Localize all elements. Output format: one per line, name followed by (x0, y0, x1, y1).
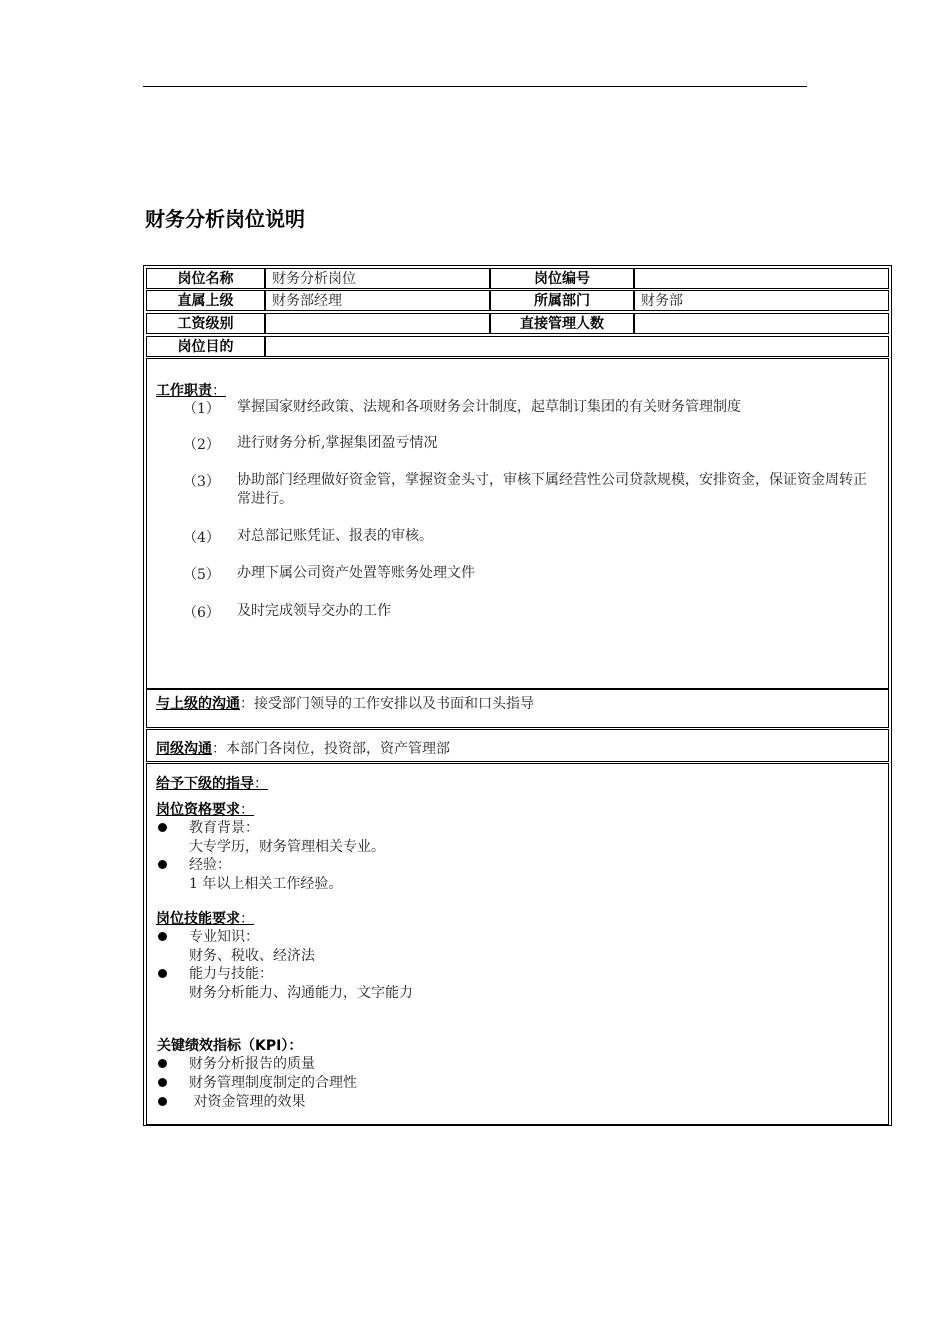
skills-item-detail: 财务、税收、经济法 (189, 948, 315, 964)
duty-number: （1） (183, 401, 220, 417)
position-name-label: 岗位名称 (146, 268, 265, 289)
peer-text: ：本部门各岗位，投资部，资产管理部 (212, 741, 450, 757)
skills-item-label: 专业知识： (189, 929, 259, 945)
salary-value (265, 313, 490, 334)
kpi-item: 对资金管理的效果 (189, 1094, 306, 1110)
subordinates-value (634, 313, 889, 334)
guidance-title: 给予下级的指导 (156, 776, 254, 792)
upward-title: 与上级的沟通 (156, 696, 240, 712)
qualification-colon: ： (240, 802, 254, 818)
duty-number: （4） (183, 530, 220, 546)
job-description-table (143, 265, 892, 1126)
bullet-icon (158, 1097, 167, 1106)
skills-item-detail: 财务分析能力、沟通能力，文字能力 (189, 985, 413, 1001)
upward-communication-section (146, 689, 889, 728)
position-name-value: 财务分析岗位 (265, 268, 490, 289)
guidance-section (146, 763, 889, 1125)
superior-label: 直属上级 (146, 290, 265, 311)
bullet-icon (158, 932, 167, 941)
kpi-item: 财务分析报告的质量 (189, 1056, 315, 1072)
qualification-title: 岗位资格要求 (156, 802, 240, 818)
duty-text: 进行财务分析,掌握集团盈亏情况 (237, 435, 438, 451)
department-value: 财务部 (634, 290, 889, 311)
purpose-label: 岗位目的 (146, 336, 265, 357)
qualification-item-detail: 1 年以上相关工作经验。 (189, 876, 343, 892)
superior-value: 财务部经理 (265, 290, 490, 311)
duty-text: 及时完成领导交办的工作 (237, 603, 391, 619)
skills-title: 岗位技能要求 (156, 911, 240, 927)
kpi-item: 财务管理制度制定的合理性 (189, 1075, 357, 1091)
duty-text: 对总部记账凭证、报表的审核。 (237, 528, 433, 544)
document-title: 财务分析岗位说明 (145, 207, 305, 231)
bullet-icon (158, 823, 167, 832)
kpi-title: 关键绩效指标（KPI）： (157, 1038, 303, 1054)
purpose-value (265, 336, 889, 357)
guidance-colon: ： (254, 776, 268, 792)
upward-text: ：接受部门领导的工作安排以及书面和口头指导 (240, 696, 534, 712)
duty-text: 掌握国家财经政策、法规和各项财务会计制度，起草制订集团的有关财务管理制度 (237, 399, 741, 415)
salary-label: 工资级别 (146, 313, 265, 334)
bullet-icon (158, 1078, 167, 1087)
position-no-label: 岗位编号 (490, 268, 634, 289)
duty-text: 办理下属公司资产处置等账务处理文件 (237, 565, 475, 581)
duty-text: 协助部门经理做好资金管，掌握资金头寸，审核下属经营性公司贷款规模，安排资金，保证资金周转正常进行。 (237, 472, 867, 507)
duties-colon: ： (212, 383, 226, 399)
duties-title: 工作职责 (156, 383, 212, 399)
duty-number: （3） (183, 474, 220, 490)
peer-communication-section (146, 729, 889, 762)
duty-number: （6） (183, 605, 220, 621)
bullet-icon (158, 969, 167, 978)
qualification-item-detail: 大专学历，财务管理相关专业。 (189, 839, 385, 855)
peer-title: 同级沟通 (156, 741, 212, 757)
header-rule (143, 86, 807, 87)
duty-number: （5） (183, 567, 220, 583)
position-no-value (634, 268, 889, 289)
department-label: 所属部门 (490, 290, 634, 311)
skills-item-label: 能力与技能： (189, 966, 273, 982)
qualification-item-label: 教育背景： (189, 820, 259, 836)
bullet-icon (158, 1059, 167, 1068)
skills-colon: ： (240, 911, 254, 927)
duties-section (146, 358, 889, 689)
subordinates-label: 直接管理人数 (490, 313, 634, 334)
duty-number: （2） (183, 437, 220, 453)
bullet-icon (158, 860, 167, 869)
qualification-item-label: 经验： (189, 857, 231, 873)
